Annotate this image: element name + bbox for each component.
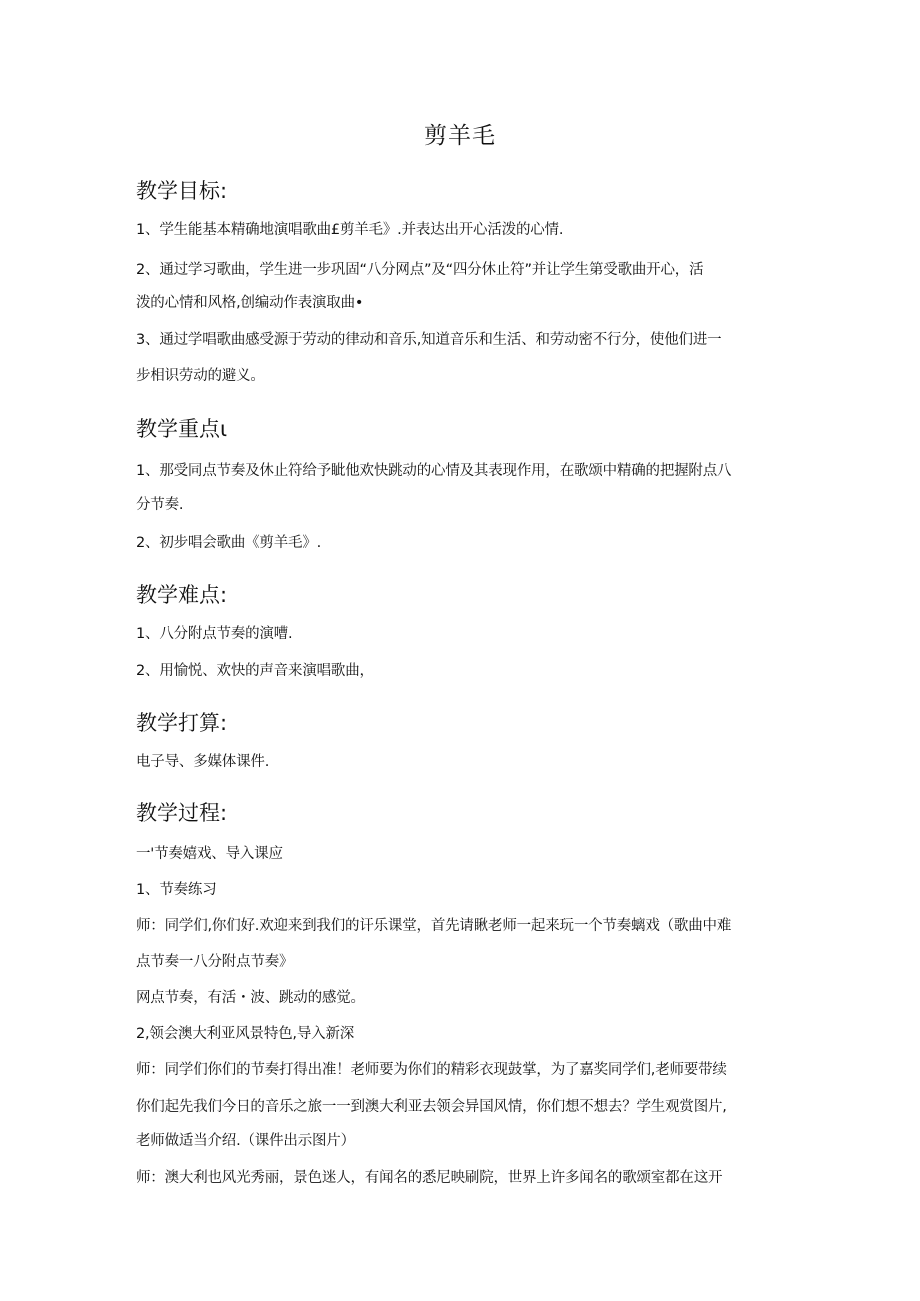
key-points-line-1: 1、那受同点节奏及休止符给予眦他欢快跳动的心情及其表现作用，在歌颂中精确的把握附点八: [136, 463, 732, 479]
process-line-2: 1、节奏练习: [136, 882, 217, 898]
heading-preparation: 教学打算:: [136, 711, 228, 735]
process-line-5: 网点节奏，有活・波、跳动的感觉。: [136, 990, 365, 1006]
objectives-line-1: 1、学生能基本精确地演唱歌曲£剪羊毛》.并表达出开心活泼的心情.: [136, 222, 564, 238]
objectives-line-2: 2、通过学习歌曲，学生进一步巩固“八分网点”及“四分休止符”并让学生第受歌曲开心，活: [136, 262, 704, 278]
difficulties-line-2: 2、用愉悦、欢快的声音来演唱歌曲，: [136, 663, 374, 679]
objectives-line-4: 3、通过学唱歌曲感受源于劳动的律动和音乐,知道音乐和生活、和劳动密不行分，使他们进一: [136, 332, 722, 348]
difficulties-line-1: 1、八分附点节奏的演嘈.: [136, 626, 293, 642]
process-line-8: 你们起先我们今日的音乐之旅一一到澳大利亚去领会异国风情，你们想不想去？学生观赏图片,: [136, 1099, 727, 1115]
objectives-line-5: 步相识劳动的避义。: [136, 368, 265, 384]
preparation-line-1: 电子导、多媒体课件.: [136, 754, 270, 770]
key-points-line-2: 分节奏.: [136, 497, 184, 513]
process-line-6: 2,领会澳大利亚风景特色,导入新深: [136, 1026, 355, 1042]
process-line-4: 点节奏一八分附点节奏》: [136, 954, 294, 970]
heading-key-points: 教学重点ι: [136, 417, 228, 441]
objectives-line-3: 泼的心情和风格,创编动作表演取曲•: [136, 295, 364, 311]
key-points-line-3: 2、初步唱会歌曲《剪羊毛》.: [136, 535, 322, 551]
heading-process: 教学过程:: [136, 801, 228, 825]
heading-objectives: 教学目标:: [136, 179, 228, 203]
process-line-3: 师：同学们,你们好.欢迎来到我们的讦乐课堂，首先请瞅老师一起来玩一个节奏螭戏（歌曲中难: [136, 918, 732, 934]
document-title: 剪羊毛: [424, 123, 496, 149]
process-line-9: 老师做适当介绍.（课件出示图片）: [136, 1133, 355, 1149]
heading-difficulties: 教学难点:: [136, 583, 228, 607]
process-line-10: 师：澳大利也风光秀丽，景色迷人，有闻名的悉尼映刷院，世界上许多闻名的歌颂室都在这开: [136, 1170, 723, 1186]
process-line-7: 师：同学们你们的节奏打得出准！老师要为你们的精彩衣现鼓掌，为了嘉奖同学们,老师要带续: [136, 1062, 727, 1078]
process-line-1: 一'节奏嬉戏、导入课应: [136, 846, 283, 862]
